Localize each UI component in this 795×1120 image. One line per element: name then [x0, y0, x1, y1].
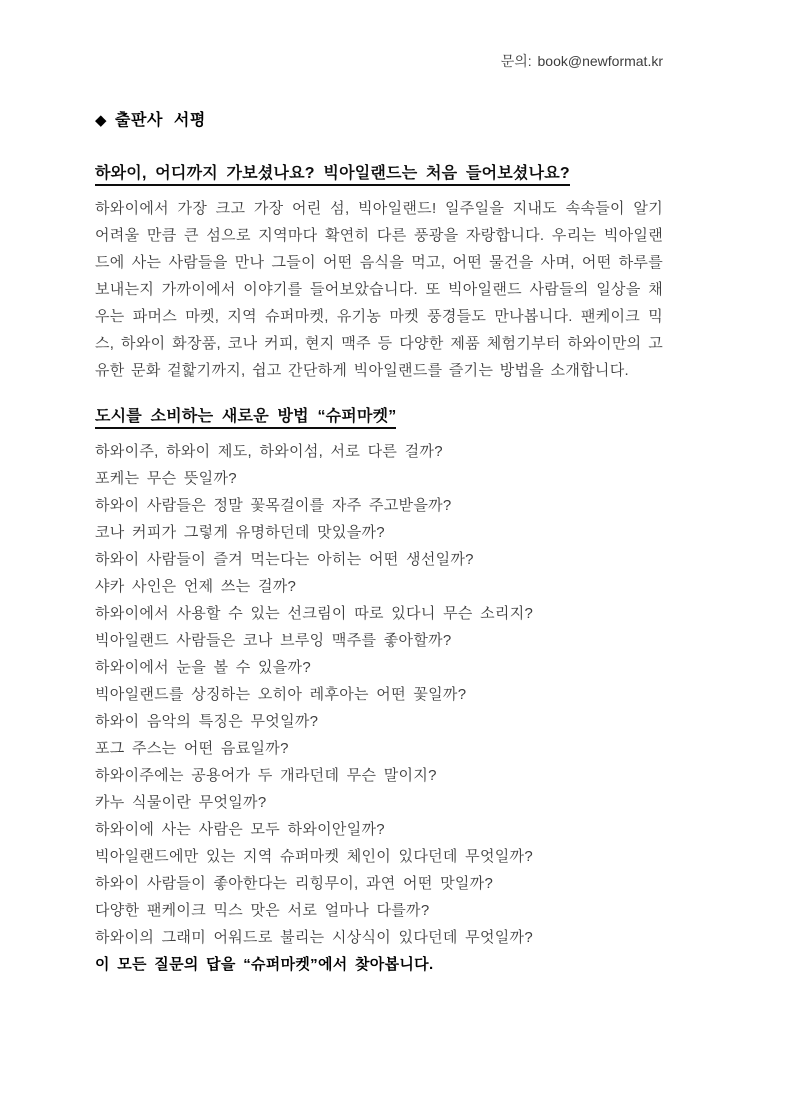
question-line: 하와이 음악의 특징은 무엇일까?	[95, 713, 319, 730]
question-line: 빅아일랜드에만 있는 지역 슈퍼마켓 체인이 있다던데 무엇일까?	[95, 848, 533, 865]
question-list	[95, 438, 663, 951]
section-title-label: 출판사 서평	[115, 112, 206, 129]
question-line: 카누 식물이란 무엇일까?	[95, 794, 267, 811]
question-line: 하와이에서 눈을 볼 수 있을까?	[95, 659, 311, 676]
contact-email: 문의: book@newformat.kr	[500, 53, 663, 69]
closing-statement: 이 모든 질문의 답을 “슈퍼마켓”에서 찾아봅니다.	[95, 956, 434, 973]
question-line: 하와이에서 사용할 수 있는 선크림이 따로 있다니 무슨 소리지?	[95, 605, 534, 622]
intro-heading	[95, 162, 663, 186]
question-line: 하와이 사람들이 즐겨 먹는다는 아히는 어떤 생선일까?	[95, 551, 474, 568]
question-line: 샤카 사인은 언제 쓰는 걸까?	[95, 578, 297, 595]
intro-paragraph: 하와이에서 가장 크고 가장 어린 섬, 빅아일랜드! 일주일을 지내도 속속들이 알기 어려울 만큼 큰 섬으로 지역마다 확연히 다른 풍광을 자랑합니다. 우리는 빅아일랜드에 사는 사람들을 만나 그들이 어떤 음식을 먹고, 어떤 물건을 사며, 어떤 하루를 보내는지 가까이에서 이야기를 들어보았습니다. 또 빅아일랜드 사람들의 일상을 채우는 파머스 마켓, 지역 슈퍼마켓, 유기농 마켓 풍경들도 만나봅니다. 팬케이크 믹스, 하와이 화장품, 코나 커피, 현지 맥주 등 다양한 제품 체험기부터 하와이만의 고유한 문화 겉핥기까지, 쉽고 간단하게 빅아일랜드를 즐기는 방법을 소개합니다.	[95, 200, 663, 379]
question-line: 포케는 무슨 뜻일까?	[95, 470, 237, 487]
question-line: 빅아일랜드 사람들은 코나 브루잉 맥주를 좋아할까?	[95, 632, 452, 649]
market-heading-text: 도시를 소비하는 새로운 방법 “슈퍼마켓”	[95, 408, 396, 429]
question-line: 포그 주스는 어떤 음료일까?	[95, 740, 289, 757]
question-line: 하와이 사람들은 정말 꽃목걸이를 자주 주고받을까?	[95, 497, 452, 514]
question-line: 하와이주에는 공용어가 두 개라던데 무슨 말이지?	[95, 767, 437, 784]
question-line: 다양한 팬케이크 믹스 맛은 서로 얼마나 다를까?	[95, 902, 430, 919]
question-line: 하와이 사람들이 좋아한다는 리힝무이, 과연 어떤 맛일까?	[95, 875, 494, 892]
question-line: 빅아일랜드를 상징하는 오히아 레후아는 어떤 꽃일까?	[95, 686, 467, 703]
market-heading	[95, 405, 663, 429]
question-line: 하와이의 그래미 어워드로 불리는 시상식이 있다던데 무엇일까?	[95, 929, 533, 946]
intro-heading-text: 하와이, 어디까지 가보셨나요? 빅아일랜드는 처음 들어보셨나요?	[95, 165, 570, 186]
question-line: 하와이에 사는 사람은 모두 하와이안일까?	[95, 821, 385, 838]
section-title	[95, 111, 663, 131]
question-line: 하와이주, 하와이 제도, 하와이섬, 서로 다른 걸까?	[95, 443, 443, 460]
question-line: 코나 커피가 그렇게 유명하던데 맛있을까?	[95, 524, 385, 541]
diamond-bullet-icon: ◆	[95, 112, 108, 129]
